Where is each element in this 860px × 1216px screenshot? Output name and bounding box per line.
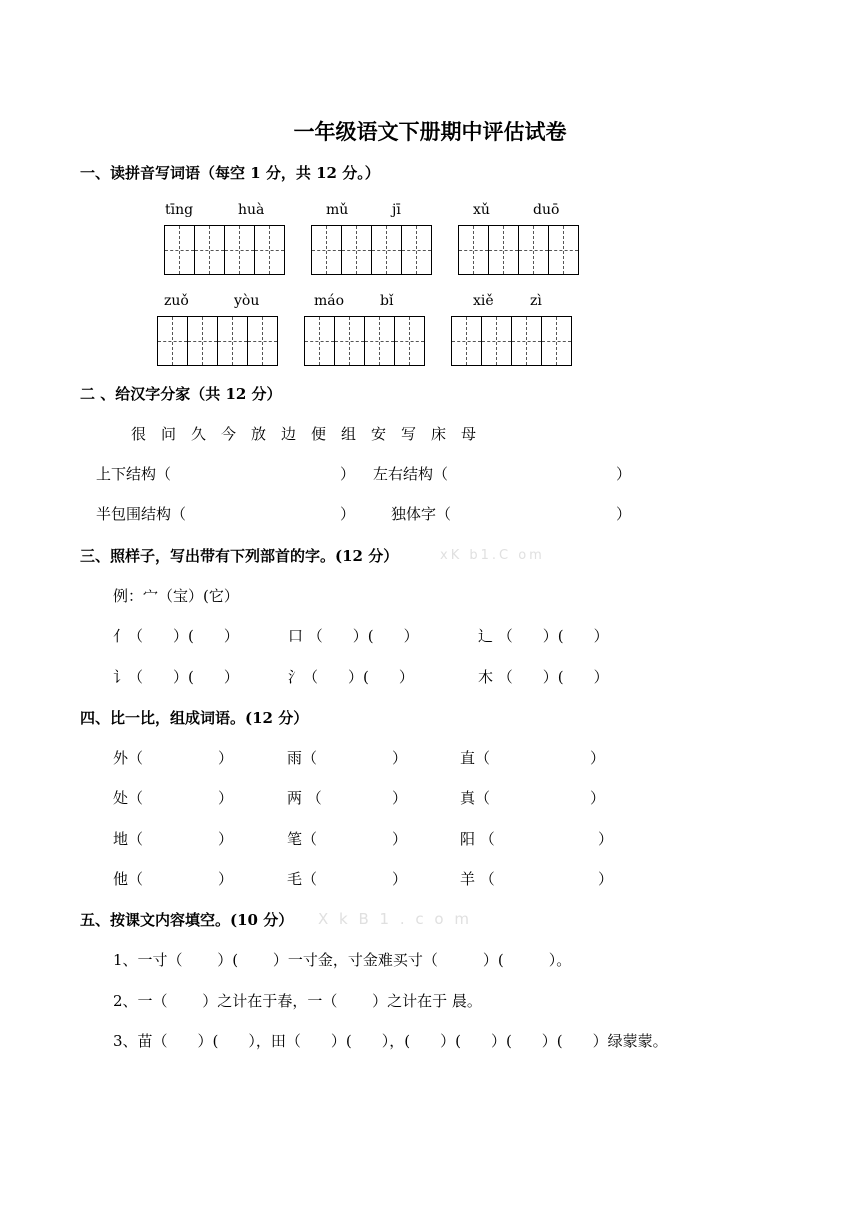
bracket: ）: [340, 505, 356, 523]
page-title: 一年级语文下册期中评估试卷: [293, 119, 567, 144]
fill-line: 3、苗（ ）( ），田（ ）( ），( ）( ）( ）( ）绿蒙蒙。: [113, 1032, 668, 1050]
pinyin: mǔ: [326, 202, 349, 218]
writing-grid[interactable]: [311, 225, 432, 275]
word-item: 阳 （: [460, 830, 495, 848]
pinyin: bǐ: [380, 293, 394, 309]
bracket: ）: [616, 465, 632, 483]
word-item: 毛（: [287, 870, 318, 888]
word-item: 他（: [113, 870, 144, 888]
fill-line: 1、一寸（ ）( ）一寸金，寸金难买寸（ ）( ）。: [113, 951, 572, 969]
bracket: ）: [392, 870, 408, 888]
char: 安: [371, 425, 387, 443]
char: 今: [221, 425, 237, 443]
char: 便: [311, 425, 327, 443]
char: 很: [131, 425, 147, 443]
writing-grid[interactable]: [157, 316, 278, 366]
word-item: 两 （: [287, 789, 322, 807]
structure-label: 半包围结构（: [96, 505, 187, 523]
writing-grid[interactable]: [451, 316, 572, 366]
bracket: ）: [616, 505, 632, 523]
bracket: ）: [392, 749, 408, 767]
pinyin: xiě: [473, 293, 494, 309]
word-item: 真（: [460, 789, 491, 807]
writing-grid[interactable]: [164, 225, 285, 275]
section-4-heading: 四、比一比，组成词语。(12 分）: [80, 709, 309, 727]
radical-item: 氵（ ）( ）: [288, 668, 414, 686]
section-3-heading: 三、照样子，写出带有下列部首的字。(12 分）: [80, 547, 399, 565]
bracket: ）: [218, 830, 234, 848]
word-item: 羊 （: [460, 870, 495, 888]
writing-grid[interactable]: [458, 225, 579, 275]
char: 放: [251, 425, 267, 443]
section-5-heading: 五、按课文内容填空。(10 分）: [80, 911, 294, 929]
bracket: ）: [218, 870, 234, 888]
radical-item: 辶 （ ）( ）: [478, 627, 609, 645]
bracket: ）: [590, 789, 606, 807]
character-list: [131, 423, 491, 444]
bracket: ）: [392, 830, 408, 848]
bracket: ）: [340, 465, 356, 483]
pinyin: zì: [530, 293, 542, 309]
structure-label: 上下结构（: [96, 465, 172, 483]
radical-item: 木 （ ）( ）: [478, 668, 609, 686]
bracket: ）: [598, 870, 614, 888]
word-item: 地（: [113, 830, 144, 848]
bracket: ）: [218, 749, 234, 767]
structure-label: 左右结构（: [373, 465, 449, 483]
structure-label: 独体字（: [391, 505, 452, 523]
section-2-heading: 二 、给汉字分家（共 12 分）: [80, 385, 282, 403]
bracket: ）: [218, 789, 234, 807]
bracket: ）: [392, 789, 408, 807]
example-line: 例：宀（宝）(它）: [113, 587, 239, 605]
watermark: X k B 1 . c o m: [318, 910, 472, 928]
pinyin: duō: [533, 202, 560, 218]
bracket: ）: [598, 830, 614, 848]
pinyin: zuǒ: [164, 293, 189, 309]
pinyin: yòu: [234, 293, 260, 309]
pinyin: xǔ: [473, 202, 490, 218]
word-item: 笔（: [287, 830, 318, 848]
pinyin: tīng: [165, 202, 194, 218]
bracket: ）: [590, 749, 606, 767]
char: 母: [461, 425, 477, 443]
word-item: 处（: [113, 789, 144, 807]
char: 写: [401, 425, 417, 443]
char: 问: [161, 425, 177, 443]
watermark: xK b1.C om: [440, 548, 545, 563]
writing-grid[interactable]: [304, 316, 425, 366]
radical-item: 口 （ ）( ）: [288, 627, 419, 645]
char: 床: [431, 425, 447, 443]
pinyin: jī: [392, 202, 401, 218]
pinyin: huà: [238, 202, 265, 218]
section-1-heading: 一、读拼音写词语（每空 1 分，共 12 分。）: [80, 164, 380, 182]
word-item: 雨（: [287, 749, 318, 767]
char: 边: [281, 425, 297, 443]
radical-item: 亻（ ）( ）: [113, 627, 239, 645]
word-item: 外（: [113, 749, 144, 767]
char: 组: [341, 425, 357, 443]
fill-line: 2、一（ ）之计在于春，一（ ）之计在于 晨。: [113, 992, 482, 1010]
char: 久: [191, 425, 207, 443]
radical-item: 讠（ ）( ）: [113, 668, 239, 686]
pinyin: máo: [314, 293, 345, 309]
word-item: 直（: [460, 749, 491, 767]
